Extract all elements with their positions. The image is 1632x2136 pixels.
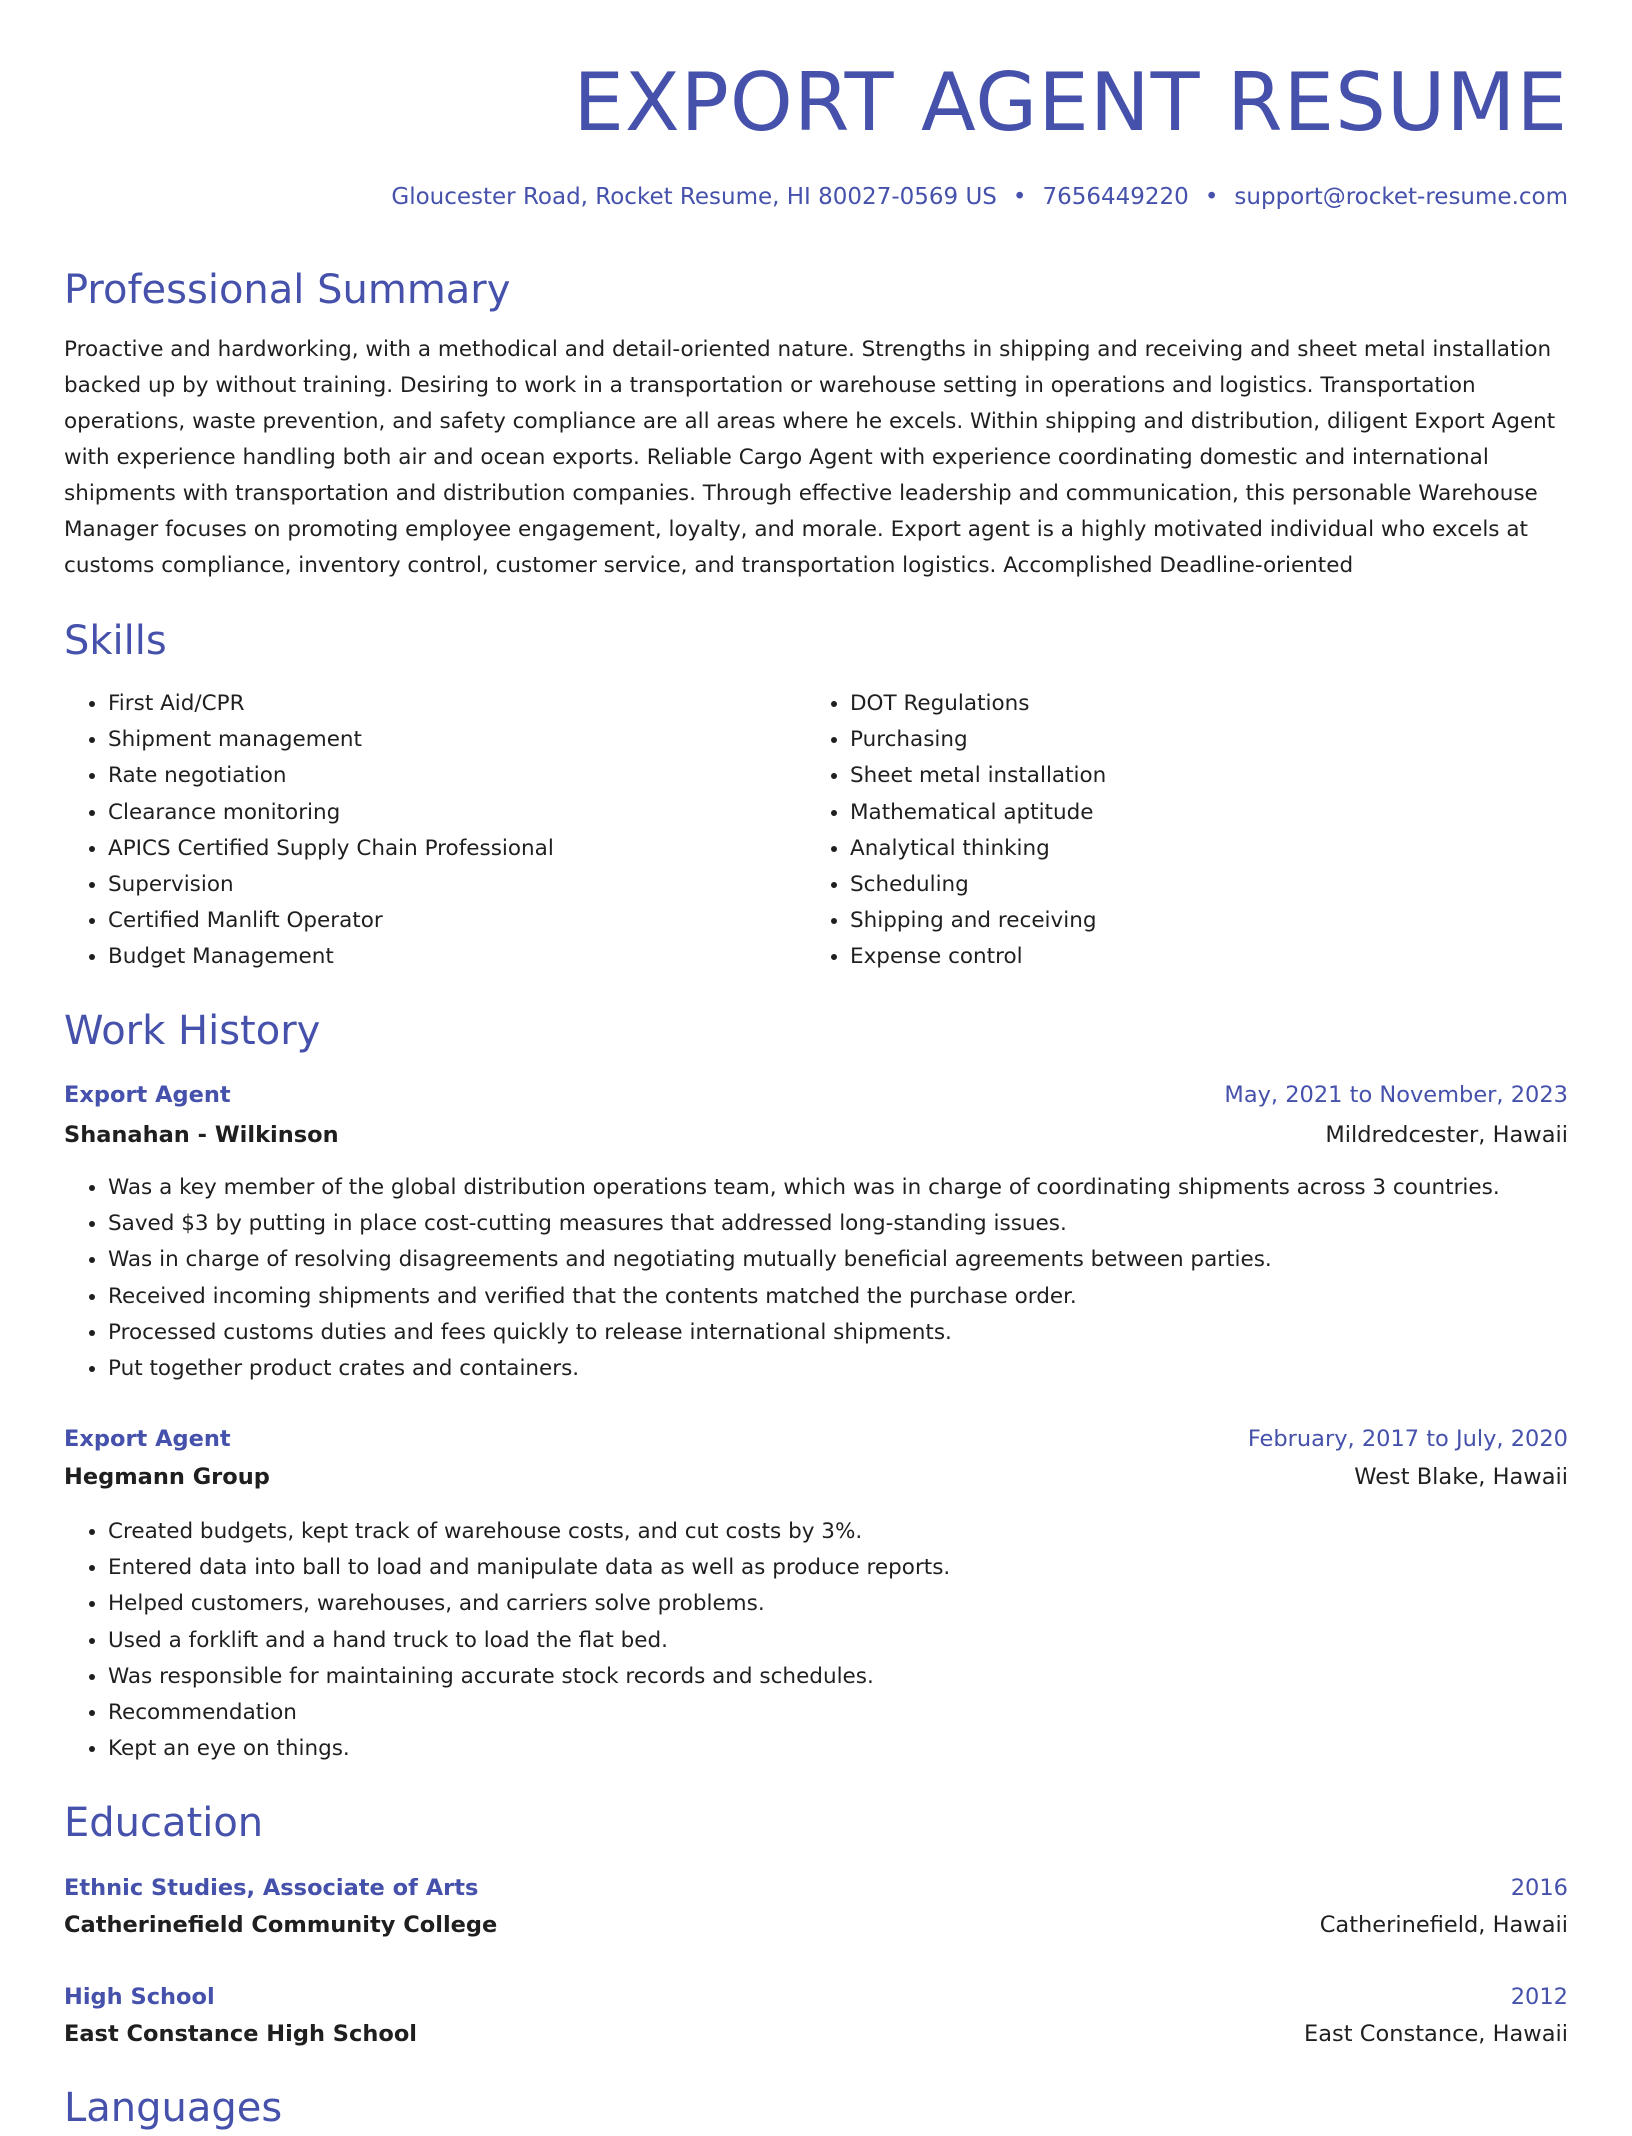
job-location: Mildredcester, Hawaii [1325,1122,1568,1148]
education-degree: Ethnic Studies, Associate of Arts [64,1875,479,1901]
job-title: Export Agent [64,1426,231,1452]
education-heading: Education [64,1800,264,1846]
job-location: West Blake, Hawaii [1354,1464,1568,1490]
job-bullets [64,1170,1568,1387]
skill-item: • APICS Certified Supply Chain Professional [108,831,554,867]
job-bullet: • Was responsible for maintaining accurate stock records and schedules. [108,1659,1568,1695]
job-bullet: • Kept an eye on things. [108,1731,1568,1767]
job-dates: February, 2017 to July, 2020 [1247,1426,1568,1452]
contact-line [391,177,1568,217]
job-title: Export Agent [64,1082,231,1108]
skills-heading: Skills [64,618,167,664]
skill-item: • DOT Regulations [850,686,1106,722]
contact-phone: 7656449220 [1042,184,1189,210]
skill-item: • Mathematical aptitude [850,795,1106,831]
job-bullet: • Helped customers, warehouses, and carriers solve problems. [108,1586,1568,1622]
skill-item: • Purchasing [850,722,1106,758]
education-year: 2012 [1510,1984,1568,2010]
skill-item: • Supervision [108,867,554,903]
resume-name: EXPORT AGENT RESUME [573,56,1568,149]
skill-item: • Shipping and receiving [850,903,1106,939]
skill-item: • Expense control [850,939,1106,975]
contact-address: Gloucester Road, Rocket Resume, HI 80027-0569 US [391,184,997,210]
skills-list-right [806,686,1106,976]
job-bullet: • Received incoming shipments and verified that the contents matched the purchase order. [108,1279,1568,1315]
contact-email: support@rocket-resume.com [1234,184,1568,210]
job-company: Hegmann Group [64,1464,270,1490]
skill-item: • First Aid/CPR [108,686,554,722]
education-location: Catherinefield, Hawaii [1319,1912,1568,1938]
job-bullet: • Saved $3 by putting in place cost-cutting measures that addressed long-standing issues. [108,1206,1568,1242]
skill-item: • Budget Management [108,939,554,975]
education-year: 2016 [1510,1875,1568,1901]
contact-separator: • [1204,184,1219,210]
contact-separator: • [1012,184,1027,210]
skill-item: • Clearance monitoring [108,795,554,831]
work-history-heading: Work History [64,1008,321,1054]
skill-item: • Sheet metal installation [850,758,1106,794]
job-dates: May, 2021 to November, 2023 [1224,1082,1568,1108]
job-bullet: • Was a key member of the global distribution operations team, which was in charge of coordinating shipments across 3 countries. [108,1170,1568,1206]
job-bullet: • Recommendation [108,1695,1568,1731]
job-bullet: • Processed customs duties and fees quickly to release international shipments. [108,1315,1568,1351]
job-bullet: • Created budgets, kept track of warehouse costs, and cut costs by 3%. [108,1514,1568,1550]
skills-list-left [64,686,554,976]
skill-item: • Rate negotiation [108,758,554,794]
education-school: Catherinefield Community College [64,1912,498,1938]
job-company: Shanahan - Wilkinson [64,1122,339,1148]
skill-item: • Shipment management [108,722,554,758]
job-bullet: • Put together product crates and containers. [108,1351,1568,1387]
summary-text: Proactive and hardworking, with a methodical and detail-oriented nature. Strengths in shipping and receiving and sheet metal installation backed up by without training. Desiring to work in a transportation or warehouse setting in operations and logistics. Transportation operations, waste prevention, and safety compliance are all areas where he excels. Within shipping and distribution, diligent Export Agent with experience handling both air and ocean exports. Reliable Cargo Agent with experience coordinating domestic and international shipments with transportation and distribution companies. Through effective leadership and communication, this personable Warehouse Manager focuses on promoting employee engagement, loyalty, and morale. Export agent is a highly motivated individual who excels at customs compliance, inventory control, customer service, and transportation logistics. Accomplished Deadline-oriented [64,337,1556,578]
skill-item: • Scheduling [850,867,1106,903]
skill-item: • Certified Manlift Operator [108,903,554,939]
education-location: East Constance, Hawaii [1304,2021,1568,2047]
job-bullet: • Used a forklift and a hand truck to load the flat bed. [108,1623,1568,1659]
job-bullet: • Entered data into ball to load and manipulate data as well as produce reports. [108,1550,1568,1586]
job-bullet: • Was in charge of resolving disagreements and negotiating mutually beneficial agreements between parties. [108,1242,1568,1278]
education-school: East Constance High School [64,2021,417,2047]
skill-item: • Analytical thinking [850,831,1106,867]
education-degree: High School [64,1984,215,2010]
summary-heading: Professional Summary [64,267,511,313]
job-bullets [64,1514,1568,1767]
languages-heading: Languages [64,2085,283,2131]
